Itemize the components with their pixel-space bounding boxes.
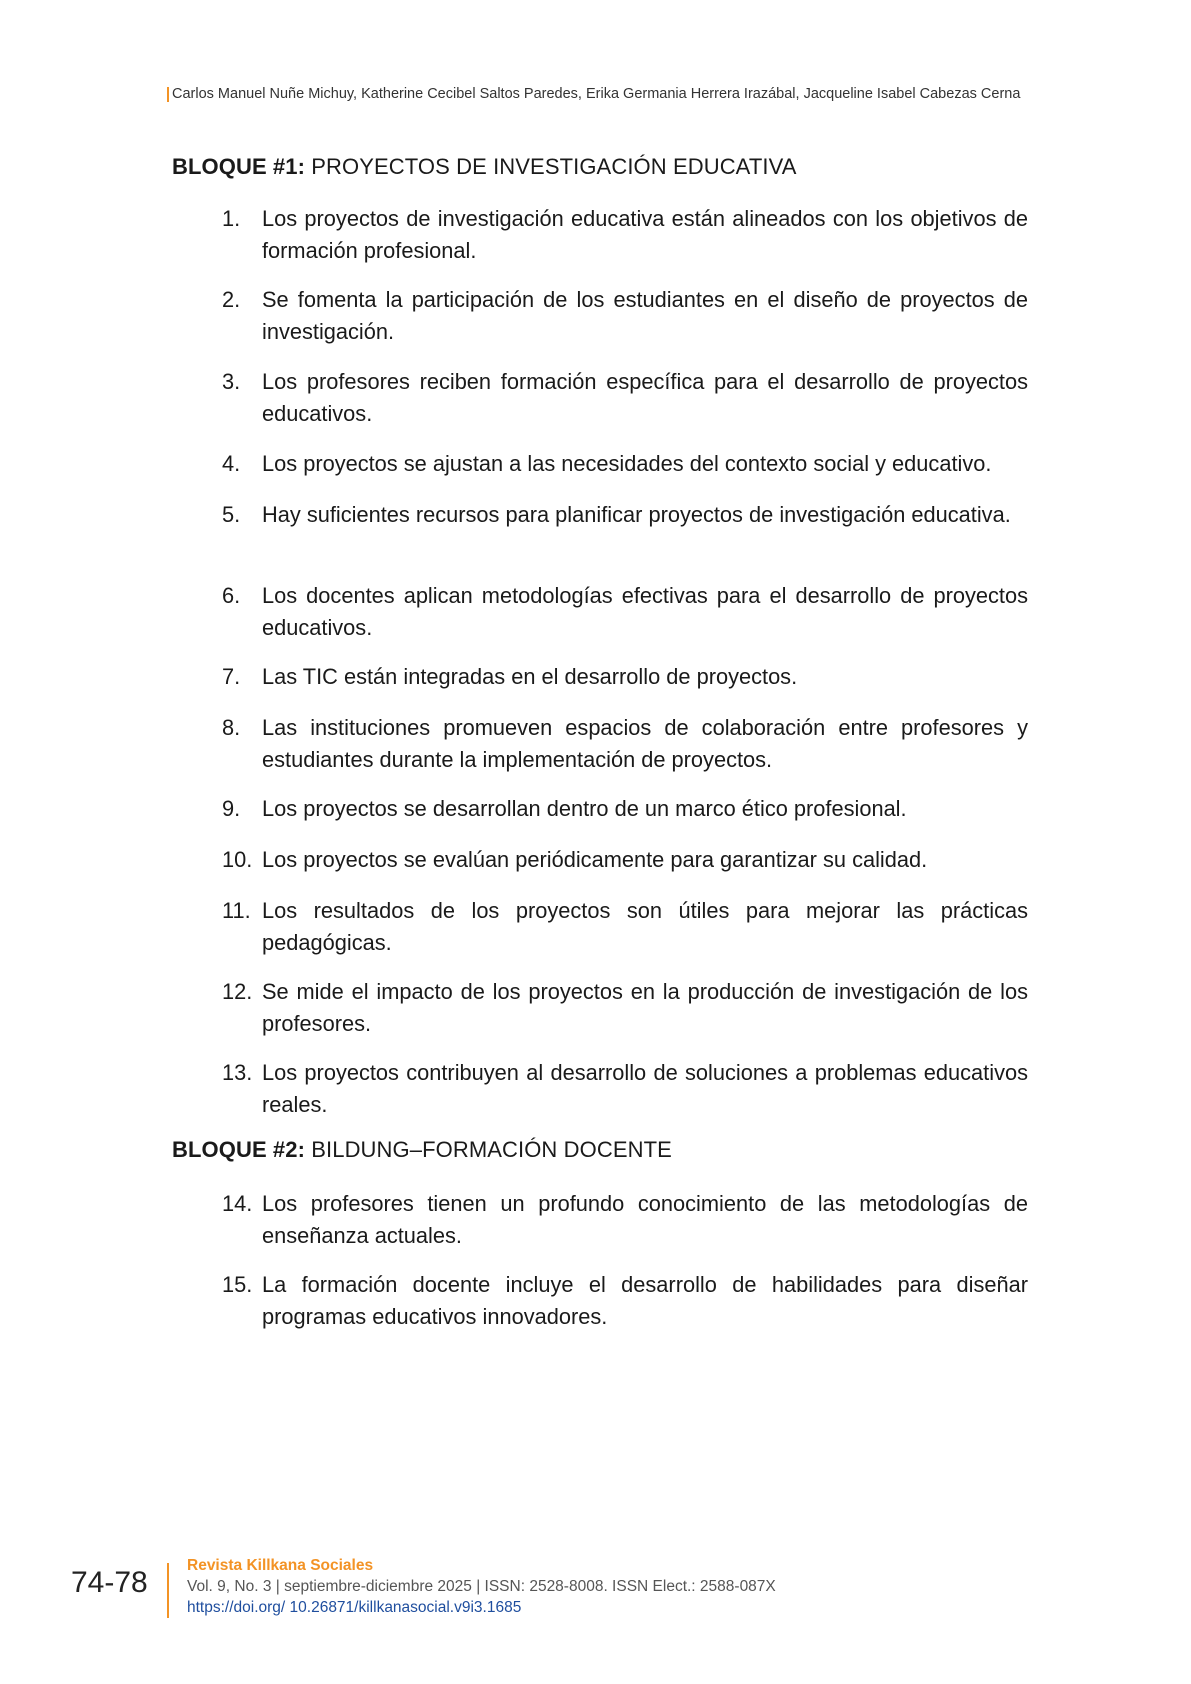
item-number: 6. (222, 583, 241, 608)
list-item (222, 976, 1028, 1040)
footer-citation (187, 1555, 776, 1618)
list-item (222, 844, 1028, 876)
item-number: 9. (222, 796, 241, 821)
list-item (222, 1188, 1028, 1252)
list-item (222, 1057, 1028, 1121)
list-item (222, 448, 1028, 480)
list-item (222, 1269, 1028, 1333)
header-accent-bar (167, 87, 169, 102)
block-2-label: BLOQUE #2: (172, 1137, 306, 1162)
item-text: Los resultados de los proyectos son útiles para mejorar las prácticas pedagógicas. (262, 898, 1028, 955)
item-number: 10. (222, 847, 253, 872)
list-item (222, 793, 1028, 825)
page-range: 74-78 (71, 1566, 148, 1599)
item-text: Los proyectos se ajustan a las necesidades del contexto social y educativo. (262, 451, 992, 476)
block-1-title: PROYECTOS DE INVESTIGACIÓN EDUCATIVA (311, 154, 797, 179)
item-text: Los proyectos se evalúan periódicamente para garantizar su calidad. (262, 847, 928, 872)
block-2-title: BILDUNG–FORMACIÓN DOCENTE (311, 1137, 672, 1162)
doi-link[interactable]: https://doi.org/ 10.26871/killkanasocial.v9i3.1685 (187, 1599, 522, 1616)
list-item (222, 499, 1028, 531)
item-number: 1. (222, 206, 241, 231)
list-item (222, 580, 1028, 644)
list-item (222, 712, 1028, 776)
item-text: Se fomenta la participación de los estudiantes en el diseño de proyectos de investigación. (262, 287, 1028, 344)
item-text: Las TIC están integradas en el desarrollo de proyectos. (262, 664, 798, 689)
list-item (222, 284, 1028, 348)
list-item (222, 203, 1028, 267)
item-text: Los proyectos se desarrollan dentro de un marco ético profesional. (262, 796, 907, 821)
item-text: Se mide el impacto de los proyectos en la producción de investigación de los profesores. (262, 979, 1028, 1036)
item-text: Las instituciones promueven espacios de colaboración entre profesores y estudiantes durante la implementación de proyectos. (262, 715, 1028, 772)
block-1-label: BLOQUE #1: (172, 154, 306, 179)
authors-text: Carlos Manuel Nuñe Michuy, Katherine Cecibel Saltos Paredes, Erika Germania Herrera Irazábal, Jacqueline Isabel Cabezas Cerna (172, 86, 1021, 102)
item-text: Los proyectos de investigación educativa están alineados con los objetivos de formación profesional. (262, 206, 1028, 263)
item-text: Hay suficientes recursos para planificar proyectos de investigación educativa. (262, 502, 1011, 527)
item-text: La formación docente incluye el desarrollo de habilidades para diseñar programas educativos innovadores. (262, 1272, 1028, 1329)
item-number: 5. (222, 502, 241, 527)
item-number: 13. (222, 1060, 253, 1085)
volume-info: Vol. 9, No. 3 | septiembre-diciembre 2025 | ISSN: 2528-8008. ISSN Elect.: 2588-087X (187, 1578, 776, 1595)
list-item (222, 366, 1028, 430)
block-2-heading (172, 1137, 672, 1163)
item-number: 7. (222, 664, 241, 689)
item-number: 4. (222, 451, 241, 476)
item-number: 14. (222, 1191, 253, 1216)
item-number: 12. (222, 979, 253, 1004)
item-text: Los docentes aplican metodologías efectivas para el desarrollo de proyectos educativos. (262, 583, 1028, 640)
list-item (222, 661, 1028, 693)
item-number: 15. (222, 1272, 253, 1297)
footer-accent-bar (167, 1563, 169, 1618)
list-item (222, 895, 1028, 959)
item-number: 8. (222, 715, 241, 740)
item-text: Los profesores tienen un profundo conocimiento de las metodologías de enseñanza actuales. (262, 1191, 1028, 1248)
item-number: 2. (222, 287, 241, 312)
journal-name: Revista Killkana Sociales (187, 1557, 374, 1574)
item-text: Los profesores reciben formación específica para el desarrollo de proyectos educativos. (262, 369, 1028, 426)
item-number: 11. (222, 898, 251, 923)
block-1-heading (172, 154, 797, 180)
running-head-authors (172, 86, 1020, 102)
item-text: Los proyectos contribuyen al desarrollo de soluciones a problemas educativos reales. (262, 1060, 1028, 1117)
item-number: 3. (222, 369, 241, 394)
